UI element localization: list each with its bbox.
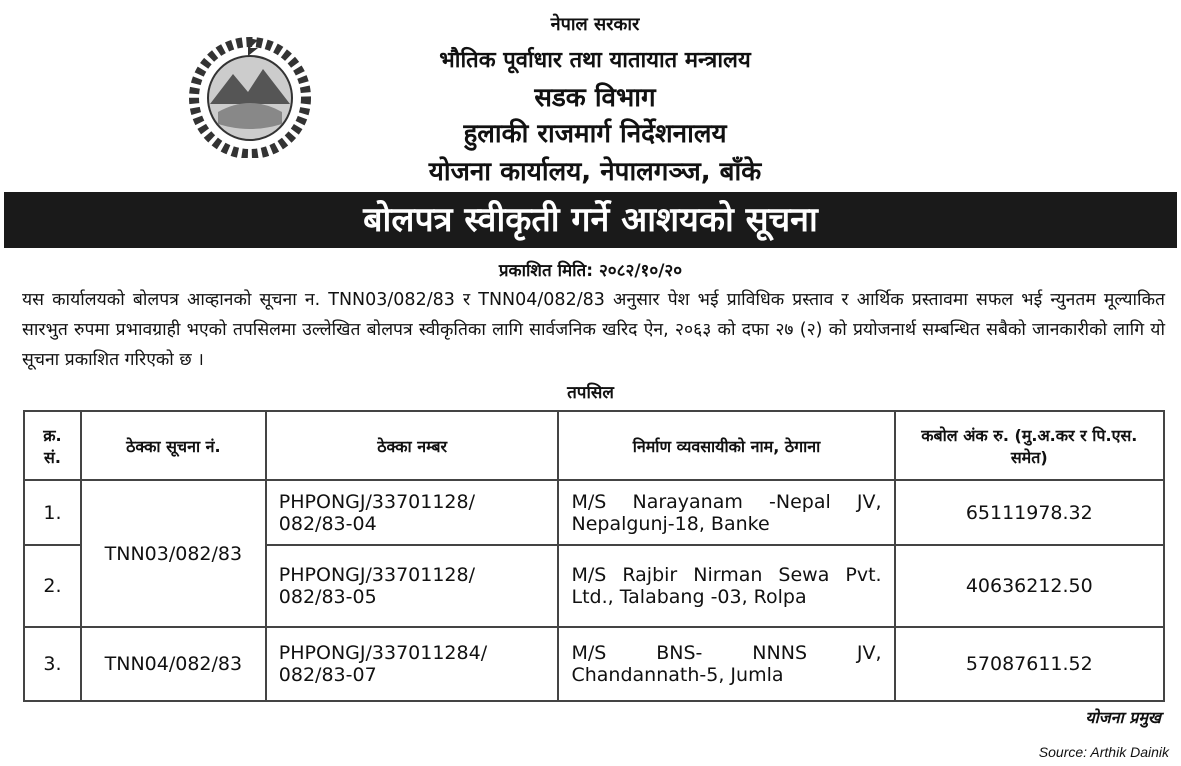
- bidder: M/S Narayanam -Nepal JV, Nepalgunj-18, Banke: [558, 480, 894, 545]
- bid-table: [23, 410, 1165, 702]
- table-header-row: [24, 411, 1164, 480]
- notice-title: बोलपत्र स्वीकृती गर्ने आशयको सूचना: [4, 192, 1177, 248]
- sn: 2.: [24, 545, 81, 627]
- col-bidder: निर्माण व्यवसायीको नाम, ठेगाना: [558, 411, 894, 480]
- header-line-1: नेपाल सरकार: [550, 14, 640, 35]
- department-name: सडक विभाग: [534, 83, 656, 113]
- col-contract-no: ठेक्का नम्बर: [266, 411, 559, 480]
- table-row: [24, 627, 1164, 701]
- directorate-name: हुलाकी राजमार्ग निर्देशनालय: [463, 119, 727, 149]
- schedule-label: तपसिल: [567, 383, 614, 403]
- signatory: योजना प्रमुख: [1085, 708, 1161, 727]
- amount: 65111978.32: [895, 480, 1164, 545]
- bidder: M/S Rajbir Nirman Sewa Pvt. Ltd., Talabang -03, Rolpa: [558, 545, 894, 627]
- col-sn: क्र. सं.: [24, 411, 81, 480]
- nepal-government-emblem-icon: [188, 34, 312, 158]
- published-date: प्रकाशित मिति: २०८२/१०/२०: [498, 261, 683, 281]
- sn: 1.: [24, 480, 81, 545]
- contract-no: PHPONGJ/337011284/ 082/83-07: [266, 627, 559, 701]
- ministry-name: भौतिक पूर्वाधार तथा यातायात मन्त्रालय: [439, 48, 751, 73]
- table-row: [24, 480, 1164, 545]
- col-notice-no: ठेक्का सूचना नं.: [81, 411, 266, 480]
- sn: 3.: [24, 627, 81, 701]
- amount: 40636212.50: [895, 545, 1164, 627]
- amount: 57087611.52: [895, 627, 1164, 701]
- bidder: M/S BNS- NNNS JV, Chandannath-5, Jumla: [558, 627, 894, 701]
- office-name: योजना कार्यालय, नेपालगञ्ज, बाँके: [428, 157, 762, 187]
- notice-body: यस कार्यालयको बोलपत्र आव्हानको सूचना न. TNN03/082/83 र TNN04/082/83 अनुसार पेश भई प्राविधिक प्रस्ताव र आर्थिक प्रस्तावमा सफल भई न्युनतम मूल्याकित सारभुत रुपमा प्रभावग्राही भएको तपसिलमा उल्लेखित बोलपत्र स्वीकृतिका लागि सार्वजनिक खरिद ऐन, २०६३ को दफा २७ (२) को प्रयोजनार्थ सम्बन्धित सबैको जानकारीको लागि यो सूचना प्रकाशित गरिएको छ ।: [22, 290, 1165, 370]
- contract-no: PHPONGJ/33701128/ 082/83-05: [266, 545, 559, 627]
- contract-no: PHPONGJ/33701128/ 082/83-04: [266, 480, 559, 545]
- col-amount: कबोल अंक रु. (मु.अ.कर र पि.एस. समेत): [895, 411, 1164, 480]
- notice-no: TNN04/082/83: [81, 627, 266, 701]
- notice-no: TNN03/082/83: [81, 480, 266, 627]
- source-credit: Source: Arthik Dainik: [1038, 744, 1169, 760]
